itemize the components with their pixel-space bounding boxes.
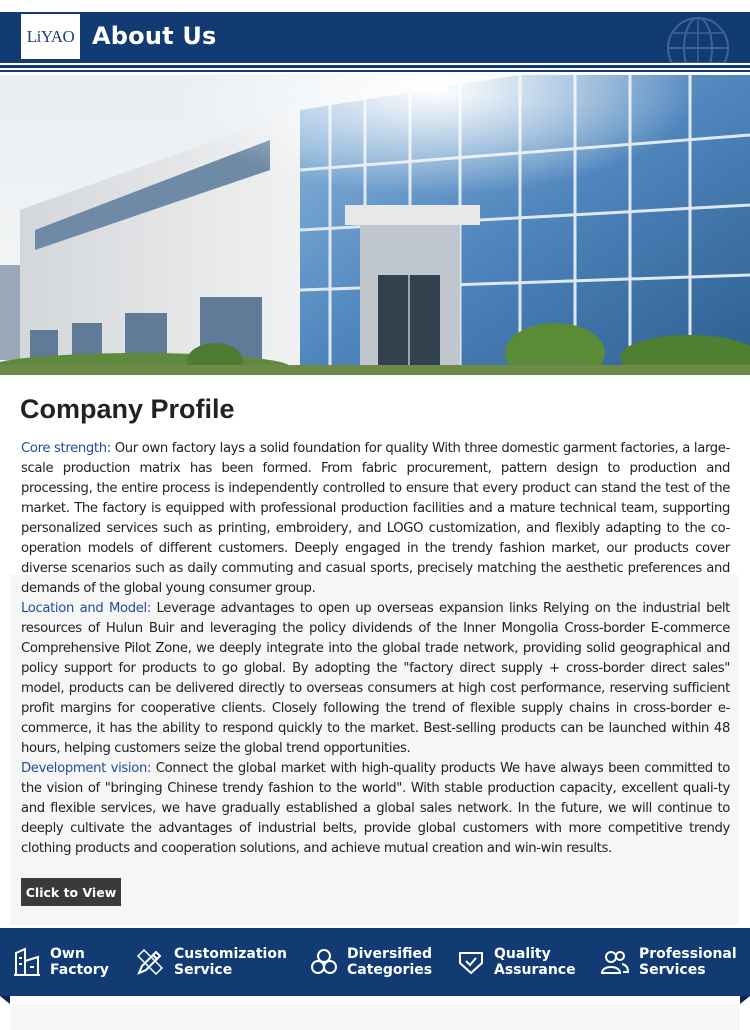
page-title: About Us <box>92 22 217 50</box>
brand-logo[interactable]: LiYAO <box>21 14 80 59</box>
paragraph-text: Leverage advantages to open up overseas expansion links Relying on the industrial belt resources of Hulun Buir and leveraging the policy dividends of the Inner Mongolia Cross-border E-commerce Comprehensive Pilot Zone, we deeply integrate into the global trade network, providing solid geographical and policy support for products to go global. By adopting the "factory direct supply + cross-border direct sales" model, products can be delivered directly to overseas consumers at high cost performance, reserving sufficient profit margins for cooperative clients. Closely following the trend of flexible supply chains in cross-border e-commerce, it has the ability to respond quickly to the market. Best-selling products can be launched within 48 hours, helping customers seize the global trend opportunities. <box>21 601 730 756</box>
feature-quality-assurance[interactable] <box>457 928 576 996</box>
feature-label-line1: Customization <box>174 946 287 962</box>
feature-customization-service[interactable] <box>135 928 287 996</box>
feature-diversified-categories[interactable] <box>310 928 432 996</box>
feature-label-line1: Own <box>50 946 85 962</box>
feature-label-line1: Diversified <box>347 946 432 962</box>
footer-background <box>10 1004 740 1030</box>
ribbon-fold-right <box>740 996 750 1004</box>
header-divider-thin <box>0 70 750 72</box>
paragraph-label: Development vision: <box>21 761 152 776</box>
paragraph-core-strength <box>21 439 730 599</box>
globe-icon <box>666 16 730 63</box>
paragraph-label: Location and Model: <box>21 601 151 616</box>
header-bar <box>0 12 750 63</box>
feature-label-line2: Categories <box>347 962 433 978</box>
factory-icon <box>13 947 41 977</box>
ribbon-fold-left <box>0 996 10 1004</box>
feature-label-line2: Services <box>639 962 706 978</box>
profile-body <box>21 439 730 859</box>
feature-label-line2: Assurance <box>494 962 576 978</box>
paragraph-label: Core strength: <box>21 441 111 456</box>
feature-label-line2: Factory <box>50 962 109 978</box>
feature-label-line1: Quality <box>494 946 551 962</box>
feature-label-line1: Professional <box>639 946 737 962</box>
feature-label-line2: Service <box>174 962 233 978</box>
paragraph-text: Connect the global market with high-quality products We have always been committed to the vision of "bringing Chinese trendy fashion to the world". With stable production capacity, excellent quali-ty and flexible services, we have gradually established a global sales network. In the future, we will continue to deeply cultivate the advantages of industrial belts, provide global customers with more competitive trendy clothing products and cooperation solutions, and achieve mutual creation and win-win results. <box>21 761 730 856</box>
feature-own-factory[interactable] <box>13 928 109 996</box>
header-divider <box>0 65 750 68</box>
paragraph-location-model <box>21 599 730 759</box>
paragraph-development-vision <box>21 759 730 859</box>
users-icon <box>600 948 630 976</box>
click-to-view-button[interactable]: Click to View <box>21 878 121 906</box>
factory-building-image <box>0 75 750 375</box>
feature-professional-services[interactable] <box>600 928 737 996</box>
section-title: Company Profile <box>20 394 235 424</box>
features-bar <box>0 928 750 996</box>
pencil-ruler-icon <box>135 947 165 977</box>
paragraph-text: Our own factory lays a solid foundation for quality With three domestic garment factories, a large-scale production matrix has been formed. From fabric procurement, pattern design to production and processing, the entire process is independently controlled to ensure that every product can stand the test of the market. The factory is equipped with professional production facilities and a mature technical team, supporting personalized services such as printing, embroidery, and LOGO customization, and flexibly adapting to the co-operation models of different customers. Deeply engaged in the trendy fashion market, our products cover diverse scenarios such as daily commuting and casual sports, precisely matching the aesthetic preferences and demands of the global young consumer group. <box>21 441 730 596</box>
shield-check-icon <box>457 948 485 976</box>
circles-icon <box>310 948 338 976</box>
